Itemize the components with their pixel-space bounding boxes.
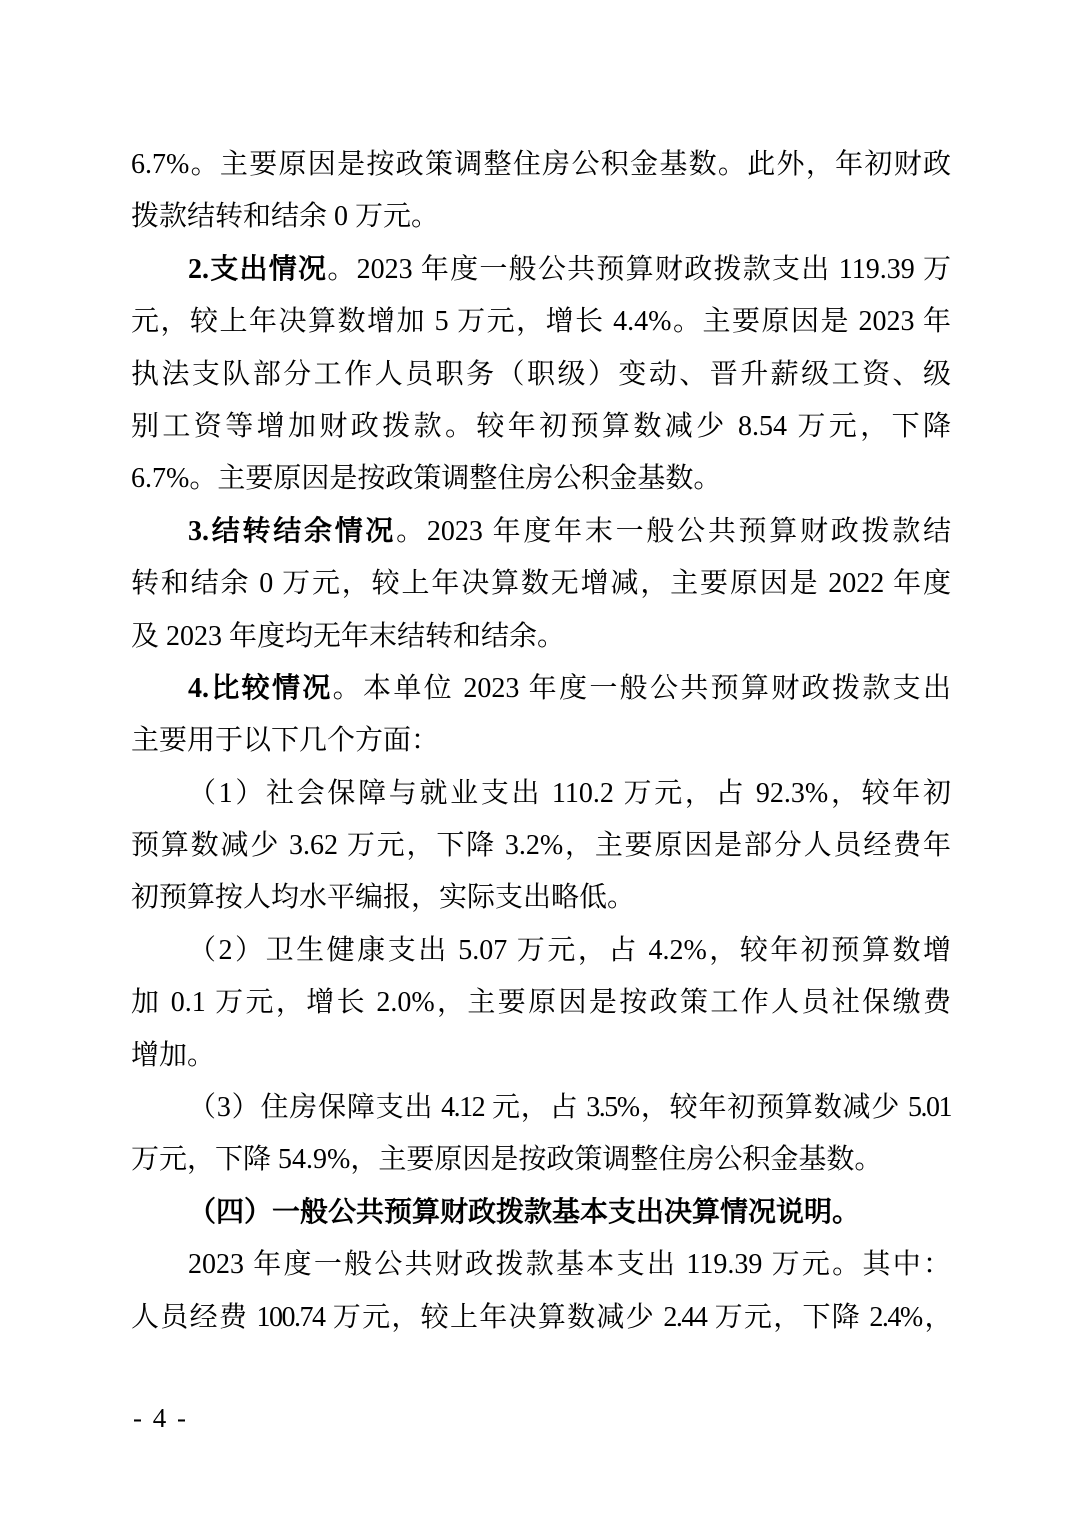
- text-line: [131, 1187, 951, 1239]
- text-line: [131, 872, 951, 924]
- body-text: 。2023 年度年末一般公共预算财政拨款结: [396, 515, 951, 547]
- text-line: [131, 1030, 951, 1082]
- body-text: 预算数减少 3.62 万元，下降 3.2%，主要原因是部分人员经费年: [131, 830, 951, 862]
- text-line: [131, 925, 951, 977]
- body-text: 6.7%。主要原因是按政策调整住房公积金基数。: [131, 463, 722, 495]
- text-line: [131, 768, 951, 820]
- text-line: [131, 401, 951, 453]
- text-line: [131, 977, 951, 1029]
- body-text: 增加。: [131, 1039, 216, 1071]
- body-text: 加 0.1 万元，增长 2.0%，主要原因是按政策工作人员社保缴费: [131, 987, 951, 1019]
- body-text: （1）社会保障与就业支出 110.2 万元，占 92.3%，较年初: [188, 777, 951, 809]
- text-line: [131, 349, 951, 401]
- text-line: [131, 1082, 951, 1134]
- document-body: [131, 139, 951, 1344]
- body-text: 元，较上年决算数增加 5 万元，增长 4.4%。主要原因是 2023 年: [131, 306, 951, 338]
- body-text: 初预算按人均水平编报，实际支出略低。: [131, 882, 636, 914]
- bold-heading-text: 2.支出情况: [188, 253, 328, 285]
- body-text: 。本单位 2023 年度一般公共预算财政拨款支出: [332, 672, 951, 704]
- bold-heading-text: （四）一般公共预算财政拨款基本支出决算情况说明。: [188, 1196, 861, 1228]
- body-text: （2）卫生健康支出 5.07 万元，占 4.2%，较年初预算数增: [188, 934, 951, 966]
- text-line: [131, 453, 951, 505]
- text-line: [131, 296, 951, 348]
- body-text: 别工资等增加财政拨款。较年初预算数减少 8.54 万元，下降: [131, 410, 951, 442]
- text-line: [131, 244, 951, 296]
- text-line: [131, 558, 951, 610]
- text-line: [131, 715, 951, 767]
- body-text: （3）住房保障支出 4.12 元，占 3.5%，较年初预算数减少 5.01: [188, 1092, 951, 1124]
- page-number: - 4 -: [133, 1403, 188, 1433]
- text-line: [131, 1292, 951, 1344]
- text-line: [131, 820, 951, 872]
- body-text: 6.7%。主要原因是按政策调整住房公积金基数。此外，年初财政: [131, 149, 951, 180]
- text-line: [131, 611, 951, 663]
- text-line: [131, 663, 951, 715]
- text-line: [131, 1134, 951, 1186]
- body-text: 万元，下降 54.9%，主要原因是按政策调整住房公积金基数。: [131, 1144, 883, 1176]
- text-line: [131, 1239, 951, 1291]
- body-text: 。2023 年度一般公共预算财政拨款支出 119.39 万: [327, 253, 951, 285]
- text-line: [131, 506, 951, 558]
- text-line: [131, 191, 951, 243]
- body-text: 执法支队部分工作人员职务（职级）变动、晋升薪级工资、级: [131, 358, 951, 390]
- body-text: 转和结余 0 万元，较上年决算数无增减，主要原因是 2022 年度: [131, 568, 951, 600]
- body-text: 主要用于以下几个方面：: [131, 725, 440, 757]
- body-text: 人员经费 100.74 万元，较上年决算数减少 2.44 万元，下降 2.4%，: [131, 1301, 951, 1333]
- body-text: 拨款结转和结余 0 万元。: [131, 201, 440, 233]
- text-line: [131, 139, 951, 191]
- body-text: 2023 年度一般公共财政拨款基本支出 119.39 万元。其中：: [188, 1249, 951, 1281]
- body-text: 及 2023 年度均无年末结转和结余。: [131, 620, 566, 652]
- bold-heading-text: 4.比较情况: [188, 672, 333, 704]
- bold-heading-text: 3.结转结余情况: [188, 515, 397, 547]
